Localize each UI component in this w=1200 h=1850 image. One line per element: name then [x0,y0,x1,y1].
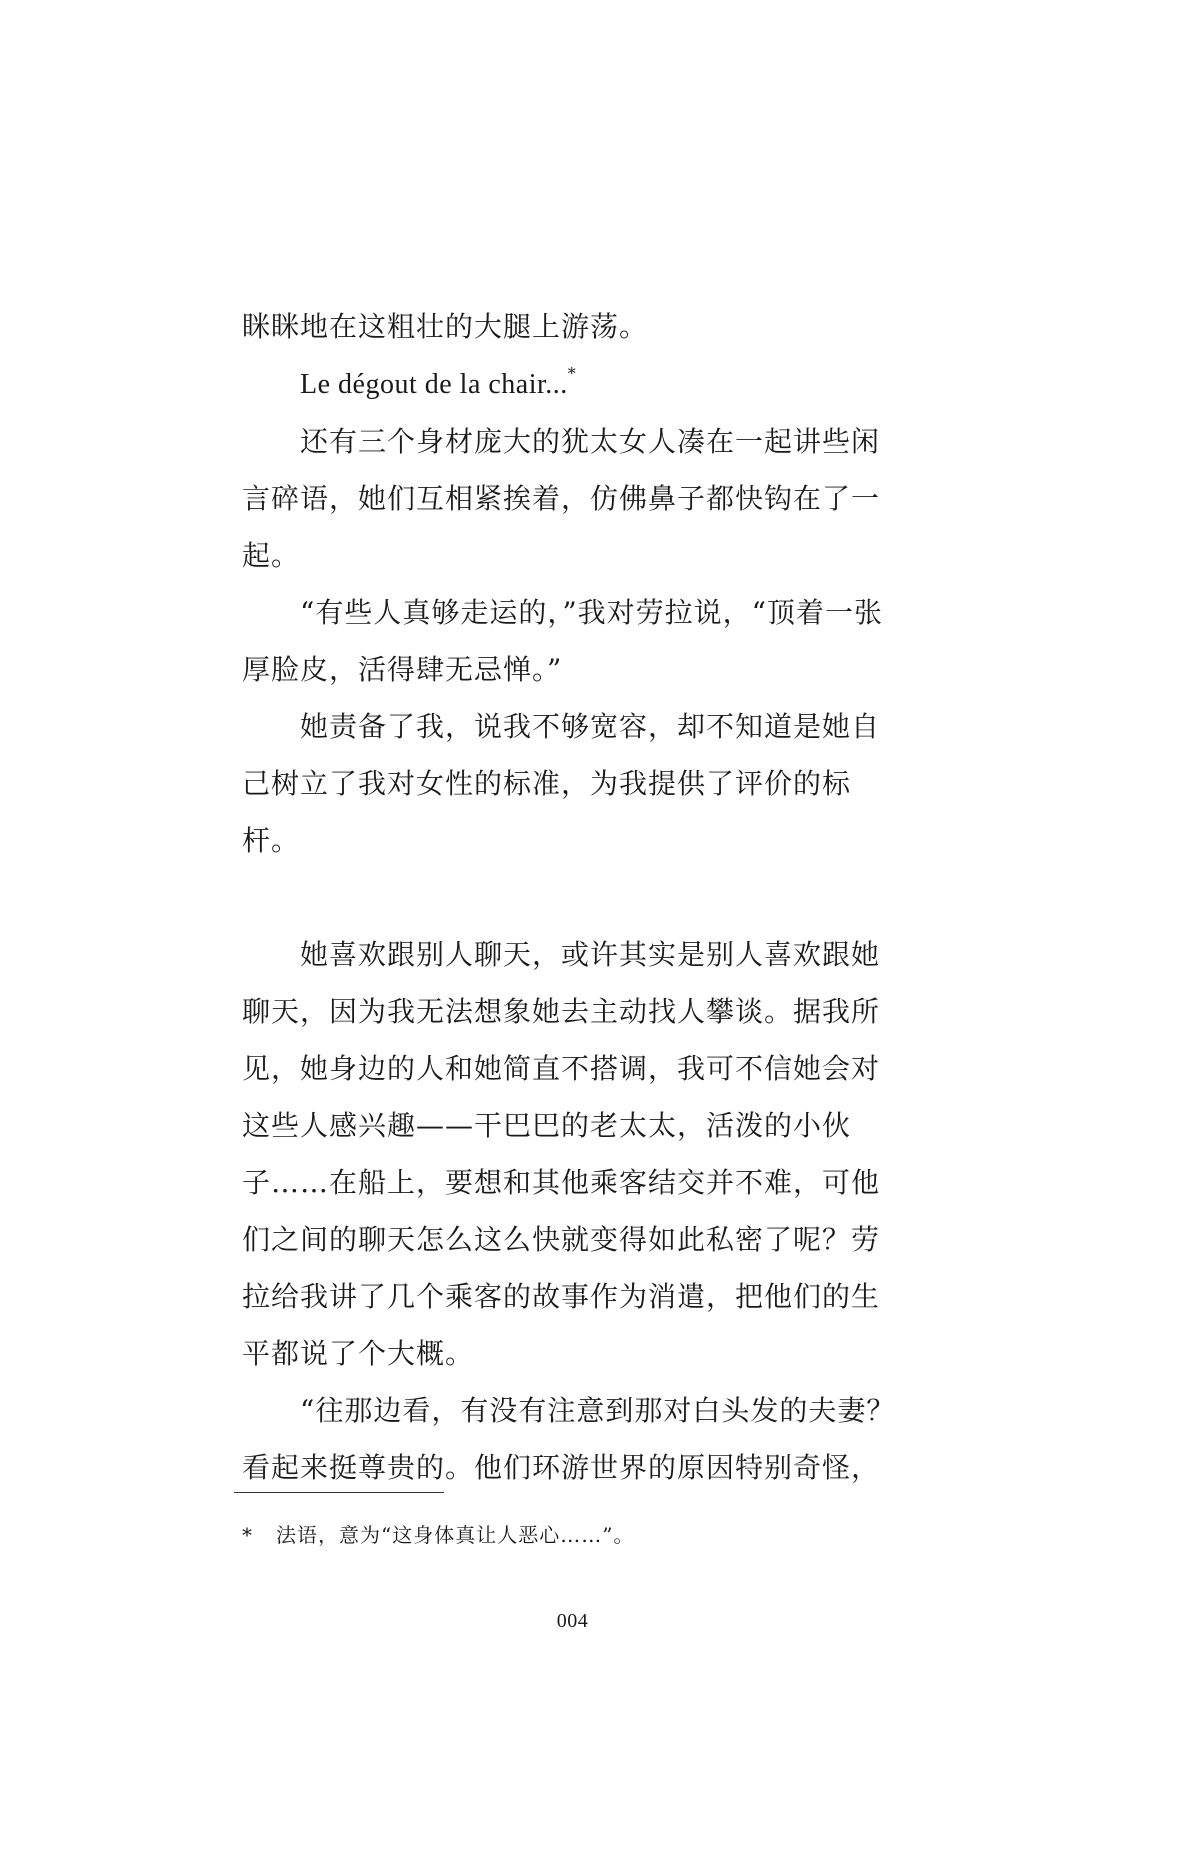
paragraph: 她喜欢跟别人聊天，或许其实是别人喜欢跟她聊天，因为我无法想象她去主动找人攀谈。据我所见，她身边的人和她简直不搭调，我可不信她会对这些人感兴趣——干巴巴的老太太，活泼的小伙子……在船上，要想和其他乘客结交并不难，可他们之间的聊天怎么这么快就变得如此私密了呢？劳拉给我讲了几个乘客的故事作为消遣，把他们的生平都说了个大概。 [242,938,881,1370]
footnote-divider [234,1492,444,1493]
paragraph-continued: 眯眯地在这粗壮的大腿上游荡。 [242,310,649,343]
paragraph: “有些人真够走运的，”我对劳拉说，“顶着一张厚脸皮，活得肆无忌惮。” [242,596,883,686]
section-break [242,869,902,926]
footnote [242,1520,922,1550]
footnote-reference: * [567,364,577,383]
paragraph-french-quote [242,355,902,413]
paragraph: 还有三个身材庞大的犹太女人凑在一起讲些闲言碎语，她们互相紧挨着，仿佛鼻子都快钩在了一起。 [242,425,881,572]
french-quote-text: Le dégout de la chair... [300,369,568,400]
footnote-text: 法语，意为“这身体真让人恶心……”。 [276,1523,635,1547]
paragraph: “往那边看，有没有注意到那对白头发的夫妻？看起来挺尊贵的。他们环游世界的原因特别奇怪， [242,1394,896,1484]
page-number: 004 [556,1610,589,1632]
main-text [242,298,902,1496]
footnote-marker: * [242,1523,253,1547]
paragraph: 她责备了我，说我不够宽容，却不知道是她自己树立了我对女性的标准，为我提供了评价的标杆。 [242,710,881,857]
